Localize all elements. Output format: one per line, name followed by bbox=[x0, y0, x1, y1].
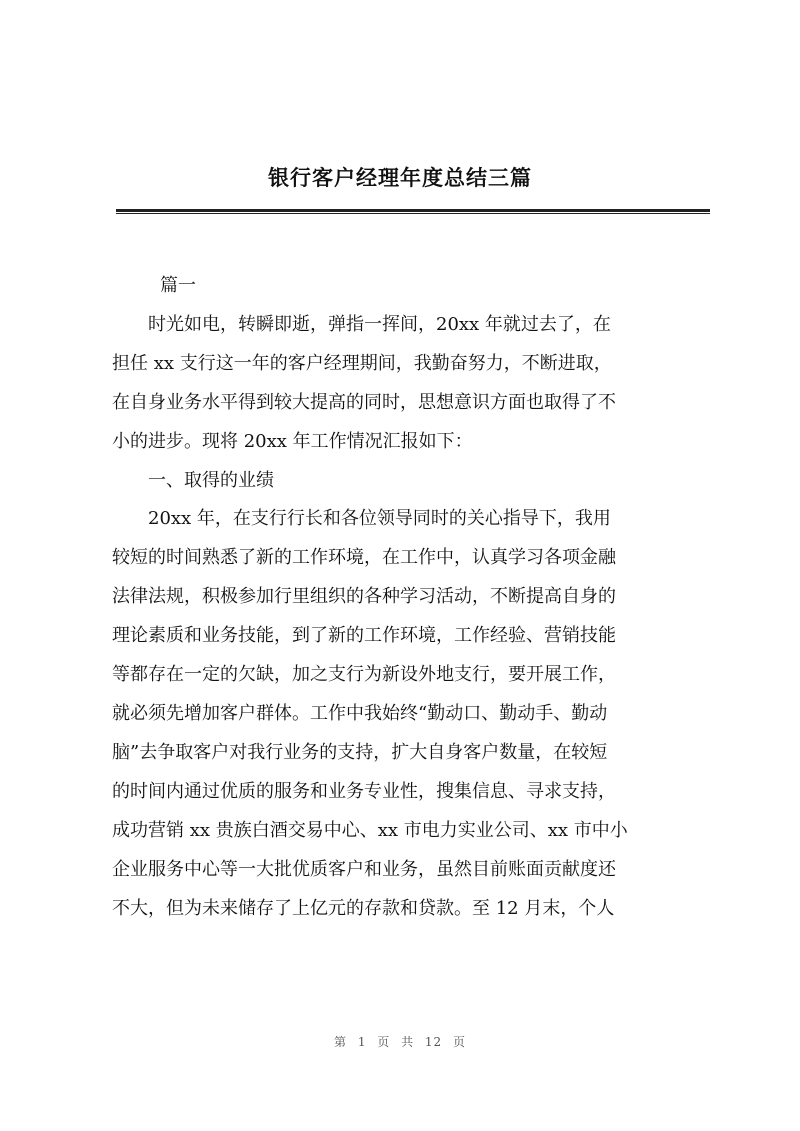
document-title: 银行客户经理年度总结三篇 bbox=[268, 165, 532, 190]
paragraph-line: 等都存在一定的欠缺，加之支行为新设外地支行，要开展工作， bbox=[112, 664, 616, 686]
document-body bbox=[112, 267, 712, 928]
paragraph-line: 脑”去争取客户对我行业务的支持，扩大自身客户数量，在较短 bbox=[112, 741, 608, 763]
paragraph-line: 小的进步。现将 20xx 年工作情况汇报如下： bbox=[112, 430, 473, 452]
paragraph-line: 就必须先增加客户群体。工作中我始终“勤动口、勤动手、勤动 bbox=[112, 702, 608, 724]
paragraph-line: 法律法规，积极参加行里组织的各种学习活动，不断提高自身的 bbox=[112, 586, 616, 608]
paragraph-line: 成功营销 xx 贵族白酒交易中心、xx 市电力实业公司、xx 市中小 bbox=[112, 819, 628, 841]
paragraph-line: 较短的时间熟悉了新的工作环境，在工作中，认真学习各项金融 bbox=[112, 547, 616, 569]
paragraph-line: 的时间内通过优质的服务和业务专业性，搜集信息、寻求支持， bbox=[112, 780, 616, 802]
paragraph-line: 企业服务中心等一大批优质客户和业务，虽然目前账面贡献度还 bbox=[112, 858, 616, 880]
paragraph-line: 20xx 年，在支行行长和各位领导同时的关心指导下，我用 bbox=[148, 508, 611, 530]
paragraph-line: 时光如电，转瞬即逝，弹指一挥间，20xx 年就过去了，在 bbox=[148, 313, 611, 335]
paragraph-line: 理论素质和业务技能，到了新的工作环境，工作经验、营销技能 bbox=[112, 625, 616, 647]
section-label: 篇一 bbox=[160, 275, 196, 296]
paragraph-line: 不大，但为未来储存了上亿元的存款和贷款。至 12 月末，个人 bbox=[112, 897, 615, 919]
paragraph-line: 在自身业务水平得到较大提高的同时，思想意识方面也取得了不 bbox=[112, 391, 616, 413]
section-heading: 一、取得的业绩 bbox=[148, 469, 274, 491]
title-divider bbox=[116, 209, 710, 214]
paragraph-line: 担任 xx 支行这一年的客户经理期间，我勤奋努力，不断进取， bbox=[112, 352, 612, 374]
page-number-footer: 第 1 页 共 12 页 bbox=[334, 1035, 466, 1049]
